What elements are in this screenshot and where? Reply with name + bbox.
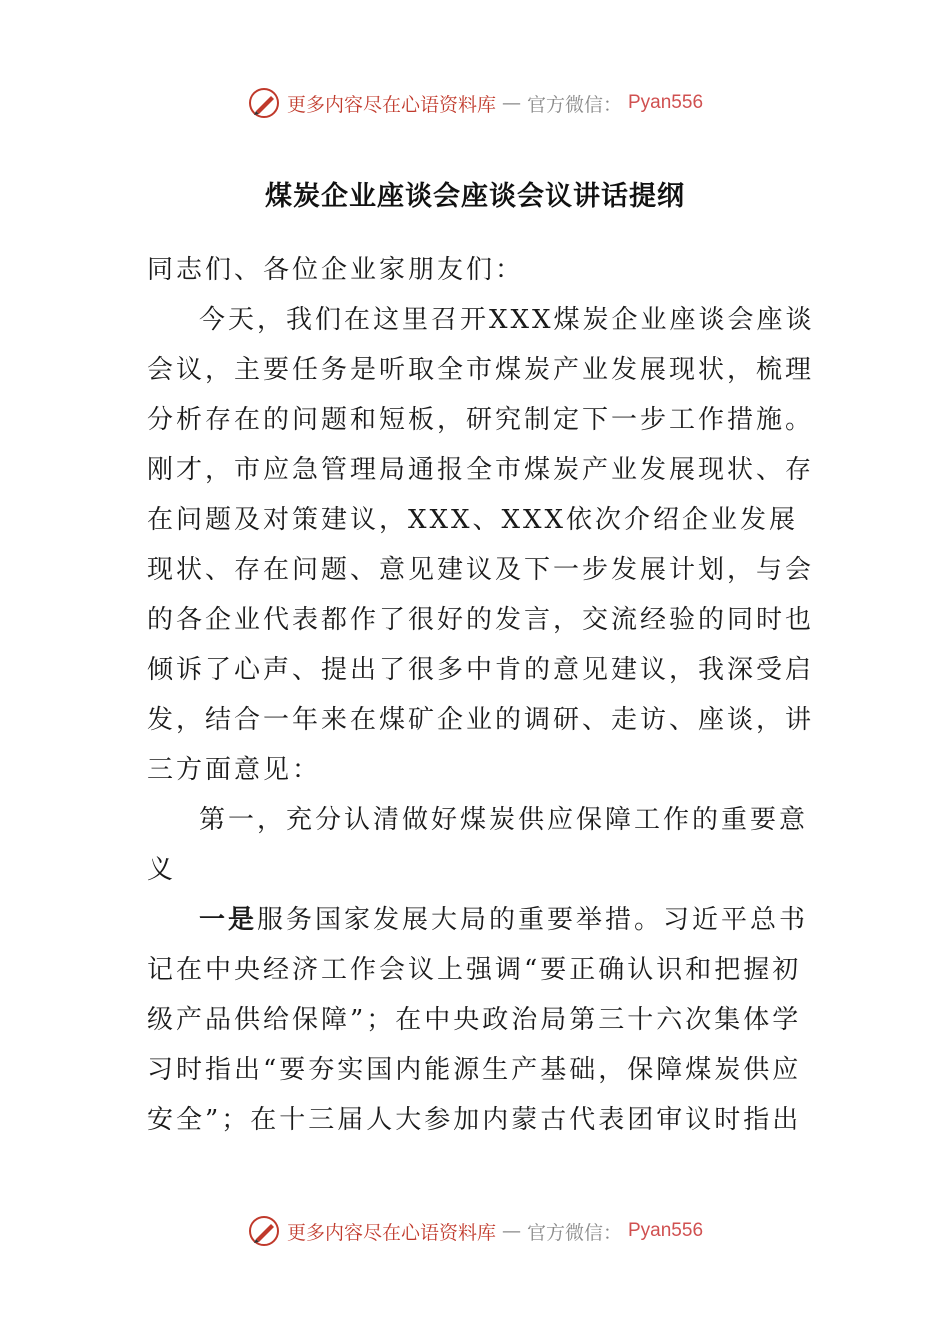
watermark-site: 更多内容尽在心语资料库 (286, 93, 496, 116)
document-title: 煤炭企业座谈会座谈会议讲话提纲 (265, 181, 685, 212)
watermark-footer (0, 1214, 950, 1248)
watermark-dash: — (501, 92, 521, 114)
watermark-label: 官方微信： (526, 93, 622, 116)
watermark-header (0, 86, 950, 120)
section-heading-1: 第一，充分认清做好煤炭供应保障工作的重要意义 (147, 805, 809, 885)
watermark-wechat-id: Pyan556 (628, 92, 704, 113)
paragraph-point-1 (147, 895, 827, 1145)
watermark-wechat-id: Pyan556 (628, 1220, 704, 1241)
pen-logo-icon (247, 86, 281, 120)
watermark-site: 更多内容尽在心语资料库 (286, 1221, 496, 1244)
watermark-label: 官方微信： (526, 1221, 622, 1244)
greeting: 同志们、各位企业家朋友们： (147, 255, 525, 285)
document-body (147, 245, 827, 1145)
point-lead: 一是 (199, 905, 258, 935)
pen-logo-icon (247, 1214, 281, 1248)
watermark-dash: — (501, 1220, 521, 1242)
paragraph-intro: 今天，我们在这里召开XXX煤炭企业座谈会座谈会议，主要任务是听取全市煤炭产业发展现状，梳理分析存在的问题和短板，研究制定下一步工作措施。刚才，市应急管理局通报全市煤炭产业发展现状、存在问题及对策建议，XXX、XXX依次介绍企业发展现状、存在问题、意见建议及下一步发展计划，与会的各企业代表都作了很好的发言，交流经验的同时也倾诉了心声、提出了很多中肯的意见建议，我深受启发，结合一年来在煤矿企业的调研、走访、座谈，讲三方面意见： (147, 305, 815, 785)
point-text: 服务国家发展大局的重要举措。习近平总书记在中央经济工作会议上强调“要正确认识和把握初级产品供给保障”；在中央政治局第三十六次集体学习时指出“要夯实国内能源生产基础，保障煤炭供应安全”；在十三届人大参加内蒙古代表团审议时指出 (147, 905, 809, 1135)
